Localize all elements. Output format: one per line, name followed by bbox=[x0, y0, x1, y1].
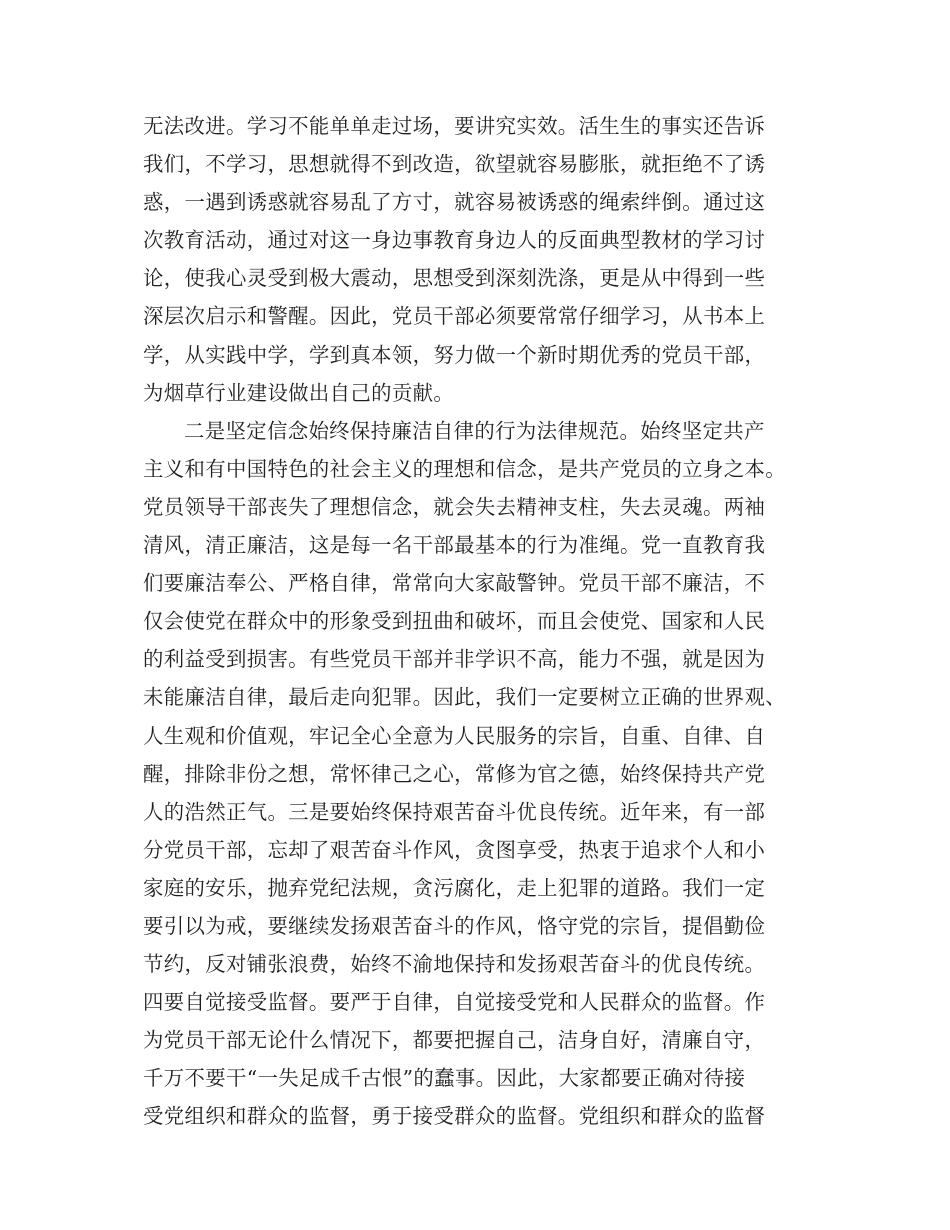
text-line: 惑，一遇到诱惑就容易乱了方寸，就容易被诱惑的绳索绊倒。通过这 bbox=[143, 190, 766, 215]
text-line: 人的浩然正气。三是要始终保持艰苦奋斗优良传统。近年来，有一部 bbox=[143, 799, 766, 824]
text-line: 们要廉洁奉公、严格自律，常常向大家敲警钟。党员干部不廉洁，不 bbox=[143, 571, 766, 596]
text-line: 学，从实践中学，学到真本领，努力做一个新时期优秀的党员干部， bbox=[143, 342, 766, 367]
body-text bbox=[143, 107, 833, 1136]
text-line: 节约，反对铺张浪费，始终不渝地保持和发扬艰苦奋斗的优良传统。 bbox=[143, 952, 766, 977]
text-line: 家庭的安乐，抛弃党纪法规，贪污腐化，走上犯罪的道路。我们一定 bbox=[143, 875, 766, 900]
text-line: 清风，清正廉洁，这是每一名干部最基本的行为准绳。党一直教育我 bbox=[143, 533, 766, 558]
text-line: 论，使我心灵受到极大震动，思想受到深刻洗涤，更是从中得到一些 bbox=[143, 266, 766, 291]
text-line: 无法改进。学习不能单单走过场，要讲究实效。活生生的事实还告诉 bbox=[143, 114, 766, 138]
text-line: 醒，排除非份之想，常怀律己之心，常修为官之德，始终保持共产党 bbox=[143, 761, 766, 786]
text-line: 党员领导干部丧失了理想信念，就会失去精神支柱，失去灵魂。两袖 bbox=[143, 494, 766, 519]
text-line: 四要自觉接受监督。要严于自律，自觉接受党和人民群众的监督。作 bbox=[143, 990, 766, 1015]
text-line: 千万不要干“一失足成千古恨”的蠢事。因此，大家都要正确对待接 bbox=[143, 1066, 746, 1091]
text-line: 受党组织和群众的监督，勇于接受群众的监督。党组织和群众的监督 bbox=[143, 1104, 766, 1129]
text-line: 我们，不学习，思想就得不到改造，欲望就容易膨胀，就拒绝不了诱 bbox=[143, 152, 766, 177]
paragraph-start-line: 二是坚定信念始终保持廉洁自律的行为法律规范。始终坚定共产 bbox=[184, 418, 765, 443]
text-line: 主义和有中国特色的社会主义的理想和信念，是共产党员的立身之本。 bbox=[143, 456, 786, 481]
text-line: 未能廉洁自律，最后走向犯罪。因此，我们一定要树立正确的世界观、 bbox=[143, 685, 786, 710]
text-line: 分党员干部，忘却了艰苦奋斗作风，贪图享受，热衷于追求个人和小 bbox=[143, 837, 766, 862]
text-line: 人生观和价值观，牢记全心全意为人民服务的宗旨，自重、自律、自 bbox=[143, 723, 766, 748]
text-line: 的利益受到损害。有些党员干部并非学识不高，能力不强，就是因为 bbox=[143, 647, 766, 672]
text-line: 深层次启示和警醒。因此，党员干部必须要常常仔细学习，从书本上 bbox=[143, 304, 766, 329]
text-line: 为党员干部无论什么情况下，都要把握自己，洁身自好，清廉自守， bbox=[143, 1028, 766, 1053]
text-line: 要引以为戒，要继续发扬艰苦奋斗的作风，恪守党的宗旨，提倡勤俭 bbox=[143, 913, 766, 938]
text-line: 仅会使党在群众中的形象受到扭曲和破坏，而且会使党、国家和人民 bbox=[143, 609, 766, 634]
text-line: 为烟草行业建设做出自己的贡献。 bbox=[143, 380, 455, 405]
text-line: 次教育活动，通过对这一身边事教育身边人的反面典型教材的学习讨 bbox=[143, 228, 766, 253]
